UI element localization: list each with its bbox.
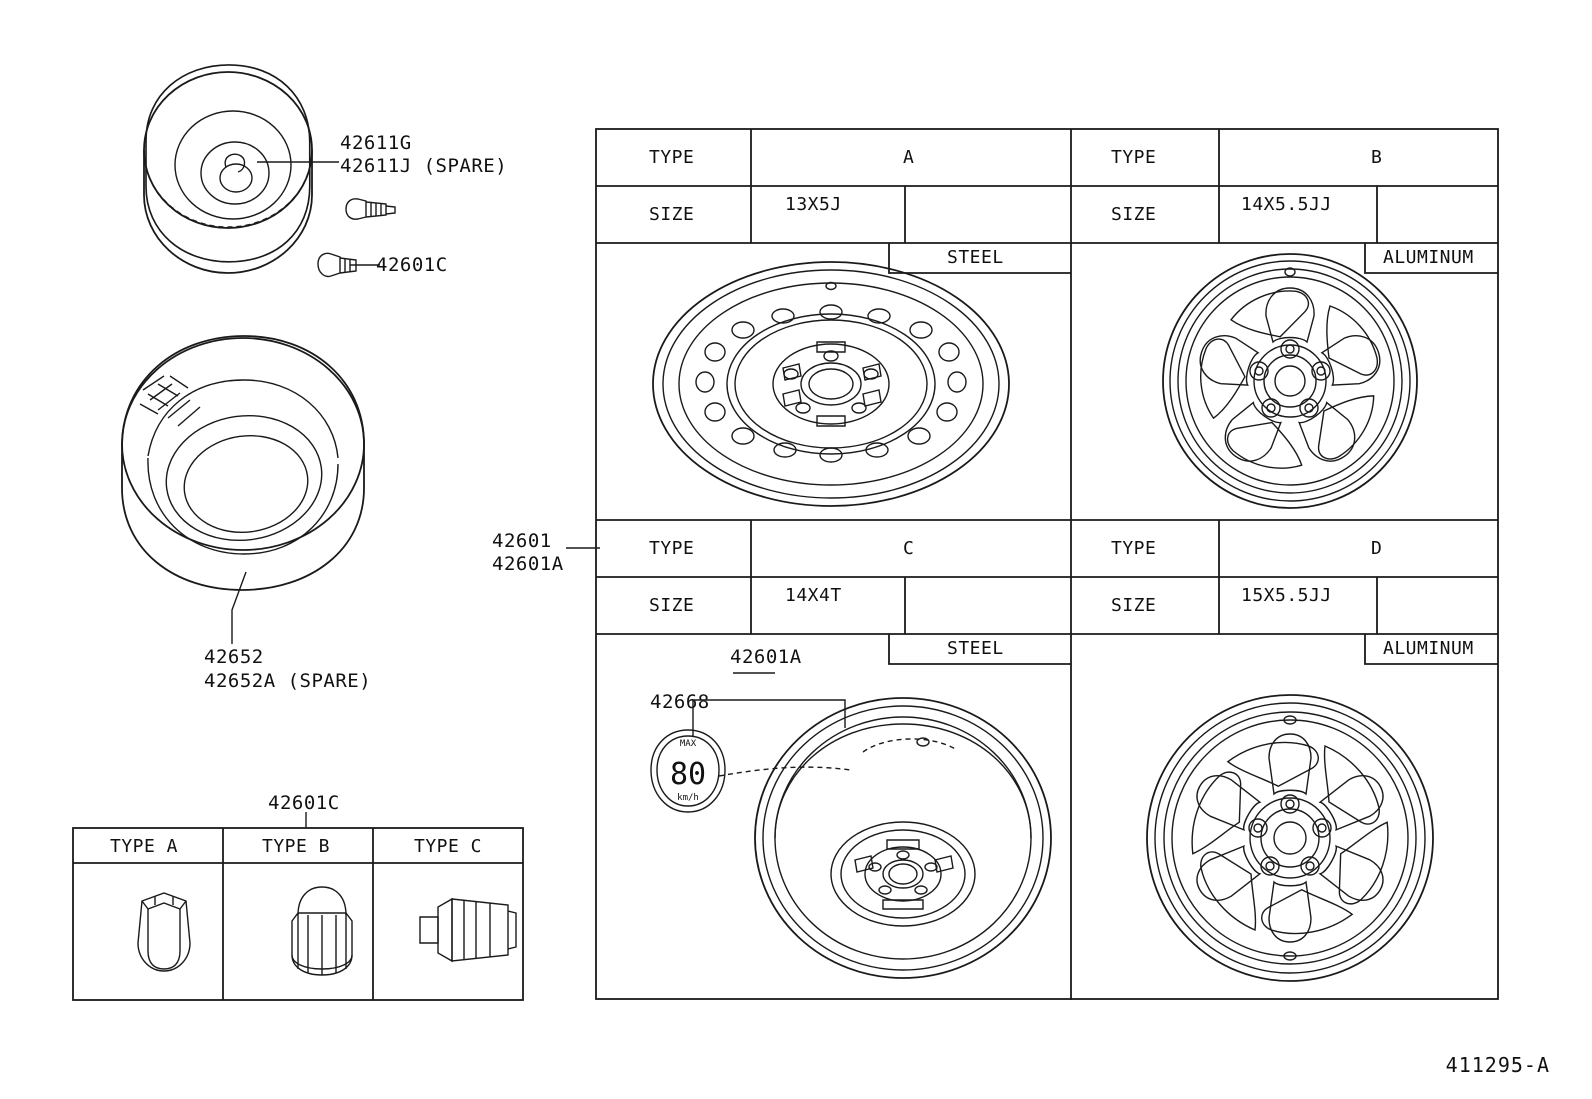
nut-col-header-a: TYPE A bbox=[110, 836, 179, 857]
valve-code: 42601C bbox=[376, 254, 448, 276]
quad-c-size-value: 14X4T bbox=[785, 585, 842, 606]
quad-b-type-header: TYPE bbox=[1111, 147, 1157, 168]
nut-type-c-illustration bbox=[412, 887, 522, 973]
quad-b-size-value: 14X5.5JJ bbox=[1241, 194, 1332, 215]
nut-type-table bbox=[72, 827, 524, 1001]
quad-c-material: STEEL bbox=[947, 638, 1004, 659]
quad-d-type-header: TYPE bbox=[1111, 538, 1157, 559]
nut-table-title: 42601C bbox=[268, 792, 340, 814]
quad-b-material: ALUMINUM bbox=[1383, 247, 1474, 268]
drawing-number: 411295-A bbox=[1445, 1053, 1550, 1077]
quad-d-material: ALUMINUM bbox=[1383, 638, 1474, 659]
quad-d-size-header: SIZE bbox=[1111, 595, 1157, 616]
quad-a-material: STEEL bbox=[947, 247, 1004, 268]
center-code-line2: 42601A bbox=[492, 553, 564, 575]
valve-stem-upper bbox=[340, 190, 410, 230]
center-code-line1: 42601 bbox=[492, 530, 552, 552]
wheel-type-c-illustration bbox=[735, 688, 1065, 990]
wheel-type-b-illustration bbox=[1115, 250, 1465, 512]
quad-a-type-header: TYPE bbox=[649, 147, 695, 168]
tire-code-line1: 42652 bbox=[204, 646, 264, 668]
quad-c-type-header: TYPE bbox=[649, 538, 695, 559]
type-c-disc-code: 42601A bbox=[730, 646, 802, 668]
hub-cap-code-line2: 42611J (SPARE) bbox=[340, 155, 508, 177]
speed-limit-label bbox=[645, 726, 731, 818]
nut-col-header-b: TYPE B bbox=[262, 836, 331, 857]
tire-code-line2: 42652A (SPARE) bbox=[204, 670, 372, 692]
nut-col-header-c: TYPE C bbox=[414, 836, 483, 857]
quad-b-type-value: B bbox=[1371, 147, 1383, 168]
quad-d-size-value: 15X5.5JJ bbox=[1241, 585, 1332, 606]
wheel-spec-table bbox=[595, 128, 1499, 1000]
quad-d-type-value: D bbox=[1371, 538, 1383, 559]
quad-a-size-value: 13X5J bbox=[785, 194, 842, 215]
svg-text:km/h: km/h bbox=[677, 793, 699, 803]
quad-a-type-value: A bbox=[903, 147, 915, 168]
quad-c-size-header: SIZE bbox=[649, 595, 695, 616]
type-c-label-code: 42668 bbox=[650, 691, 710, 713]
hub-cap-code-line1: 42611G bbox=[340, 132, 412, 154]
tire-leader bbox=[222, 570, 262, 648]
svg-text:MAX: MAX bbox=[679, 739, 697, 749]
quad-a-size-header: SIZE bbox=[649, 204, 695, 225]
wheel-type-a-illustration bbox=[631, 256, 1031, 512]
tire-illustration bbox=[88, 318, 388, 608]
wheel-type-d-illustration bbox=[1115, 688, 1465, 988]
svg-text:80: 80 bbox=[669, 757, 707, 792]
nut-type-b-illustration bbox=[268, 879, 378, 985]
quad-b-size-header: SIZE bbox=[1111, 204, 1157, 225]
quad-c-type-value: C bbox=[903, 538, 915, 559]
nut-type-a-illustration bbox=[114, 885, 224, 985]
